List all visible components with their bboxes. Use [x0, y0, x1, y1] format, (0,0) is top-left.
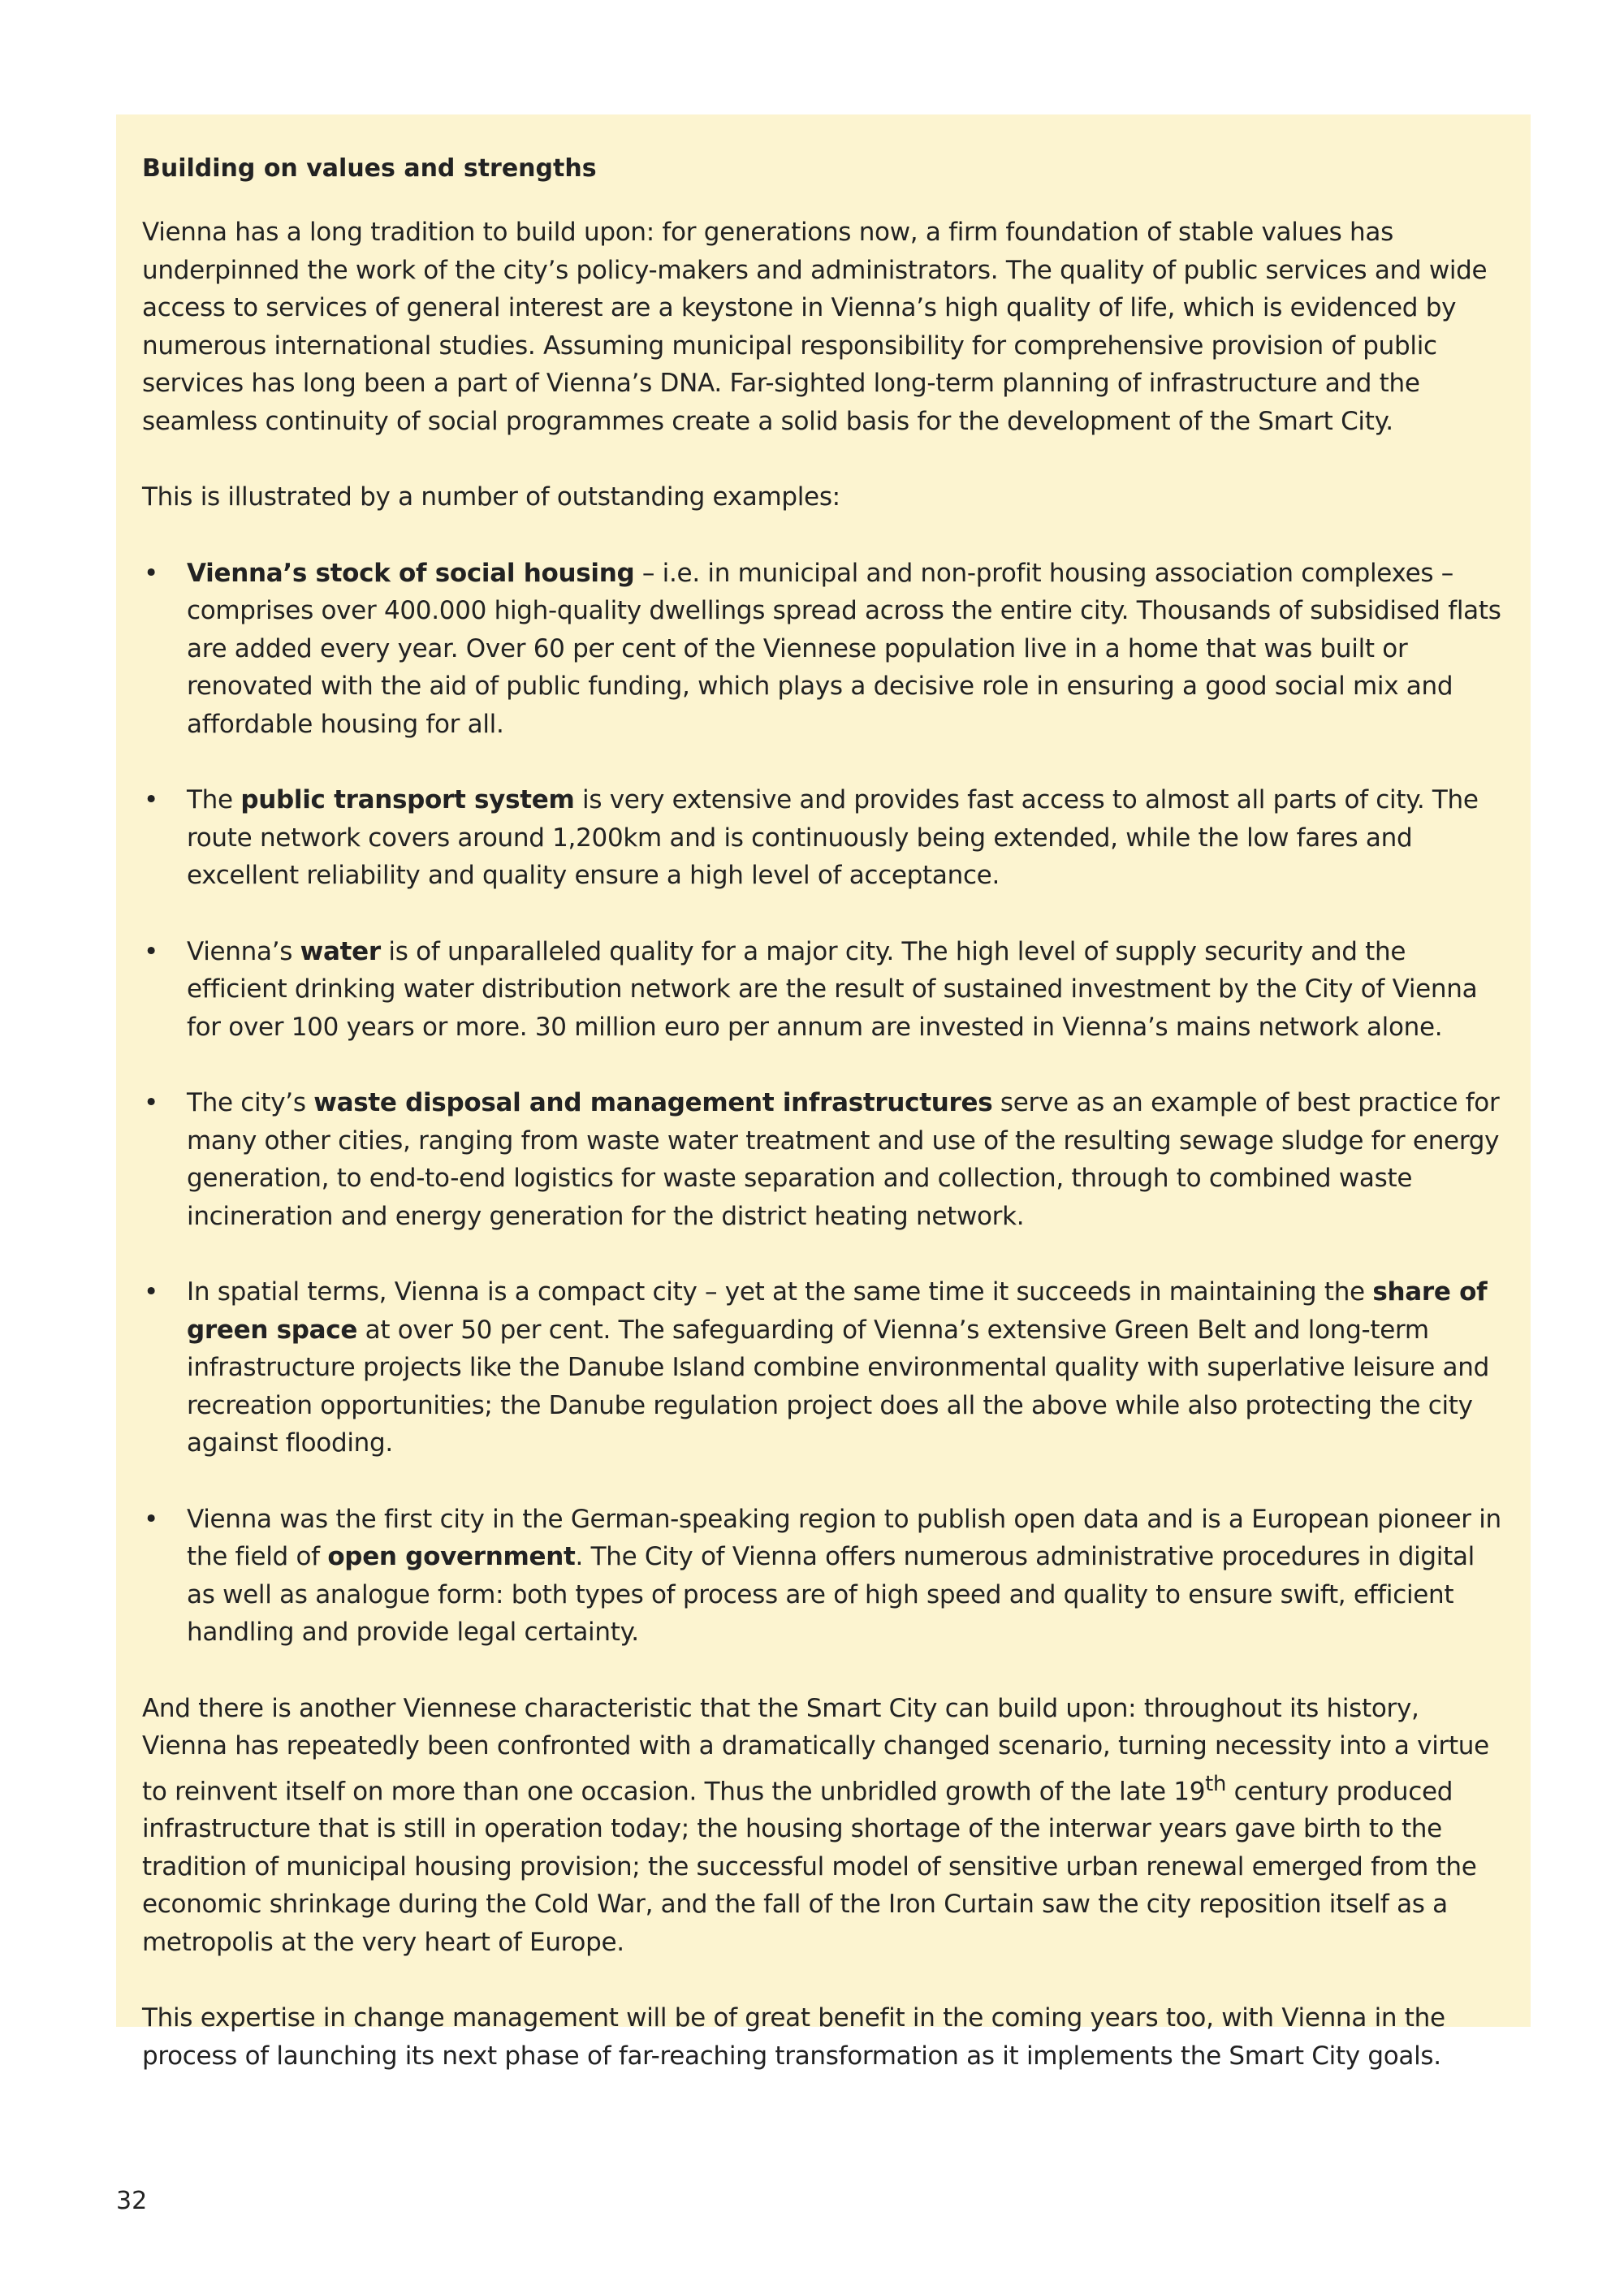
list-item-pre: In spatial terms, Vienna is a compact city – yet at the same time it succeeds in maintaining the [187, 1277, 1373, 1307]
list-item-pre: Vienna’s [187, 936, 300, 966]
list-item-keyword: public transport system [240, 785, 575, 814]
list-item-pre: The [187, 785, 241, 814]
bullet-marker: • [144, 558, 158, 588]
page-number: 32 [116, 2187, 148, 2215]
bullet-marker: • [144, 785, 158, 814]
list-item-keyword: water [300, 936, 381, 966]
list-item-green-space [142, 1273, 1505, 1462]
history-text-start: And there is another Viennese characteristic that the Smart City can build upon: throughout its history, Vienna has repeatedly been confronted with a dramatically changed scenario, turning necessity into a virtue to reinvent itself on more than one occasion. Thus the unbridled growth of the late 19 [142, 1693, 1489, 1806]
closing-paragraph: This expertise in change management will be of great benefit in the coming years too, with Vienna in the process of launching its next phase of far-reaching transformation as it implements the Smart City goals. [142, 2003, 1445, 2071]
list-item-text: – i.e. in municipal and non-profit housing association complexes – comprises over 400.000 high-quality dwellings spread across the entire city. Thousands of subsidised flats are added every year. Over 60 per cent of the Viennese population live in a home that was built or renovated with the aid of public funding, which plays a decisive role in ensuring a good social mix and affordable housing for all. [187, 558, 1501, 739]
list-item-pre: Vienna was the first city in the German-speaking region to publish open data and is a European pioneer in the field of [187, 1504, 1501, 1571]
list-item-waste-management [142, 1084, 1505, 1235]
list-item-text: at over 50 per cent. The safeguarding of Vienna’s extensive Green Belt and long-term infrastructure projects like the Danube Island combine environmental quality with superlative leisure and recreation opportunities; the Danube regulation project does all the above while also protecting the city against flooding. [187, 1315, 1489, 1458]
lead-paragraph: This is illustrated by a number of outstanding examples: [142, 482, 840, 512]
list-item-pre: The city’s [187, 1088, 314, 1117]
intro-paragraph: Vienna has a long tradition to build upon: for generations now, a firm foundation of stable values has underpinned the work of the city’s policy-makers and administrators. The quality of public services and wide access to services of general interest are a keystone in Vienna’s high quality of life, which is evidenced by numerous international studies. Assuming municipal responsibility for comprehensive provision of public services has long been a part of Vienna’s DNA. Far-sighted long-term planning of infrastructure and the seamless continuity of social programmes create a solid basis for the development of the Smart City. [142, 218, 1488, 436]
list-item-social-housing [142, 555, 1505, 744]
list-item-text: . The City of Vienna offers numerous administrative procedures in digital as well as analogue form: both types of process are of high speed and quality to ensure swift, efficient handling and provide legal certainty. [187, 1542, 1475, 1647]
list-item-open-government [142, 1501, 1505, 1652]
box-heading: Building on values and strengths [142, 154, 597, 183]
list-item-keyword: Vienna’s stock of social housing [187, 558, 635, 588]
history-paragraph [142, 1690, 1505, 1962]
info-box [116, 114, 1531, 2071]
list-item-text: serve as an example of best practice for many other cities, ranging from waste water treatment and use of the resulting sewage sludge for energy generation, to end-to-end logistics for waste separation and collection, through to combined waste incineration and energy generation for the district heating network. [187, 1088, 1500, 1231]
bullet-marker: • [144, 936, 158, 966]
list-item-keyword: waste disposal and management infrastructures [313, 1088, 993, 1117]
examples-list [142, 555, 1505, 1652]
bullet-marker: • [144, 1088, 158, 1117]
history-text-end: century produced infrastructure that is still in operation today; the housing shortage of the interwar years gave birth to the tradition of municipal housing provision; the successful model of sensitive urban renewal emerged from the economic shrinkage during the Cold War, and the fall of the Iron Curtain saw the city reposition itself as a metropolis at the very heart of Europe. [142, 1776, 1477, 1957]
ordinal-superscript: th [1205, 1771, 1227, 1796]
list-item-text: is of unparalleled quality for a major city. The high level of supply security and the efficient drinking water distribution network are the result of sustained investment by the City of Vienna for over 100 years or more. 30 million euro per annum are invested in Vienna’s mains network alone. [187, 936, 1478, 1042]
bullet-marker: • [144, 1277, 158, 1307]
bullet-marker: • [144, 1504, 158, 1534]
list-item-text: is very extensive and provides fast access to almost all parts of city. The route network covers around 1,200km and is continuously being extended, while the low fares and excellent reliability and quality ensure a high level of acceptance. [187, 785, 1479, 890]
list-item-public-transport [142, 781, 1505, 895]
list-item-keyword: share of green space [187, 1277, 1488, 1345]
list-item-water [142, 933, 1505, 1047]
list-item-keyword: open government [327, 1542, 576, 1571]
